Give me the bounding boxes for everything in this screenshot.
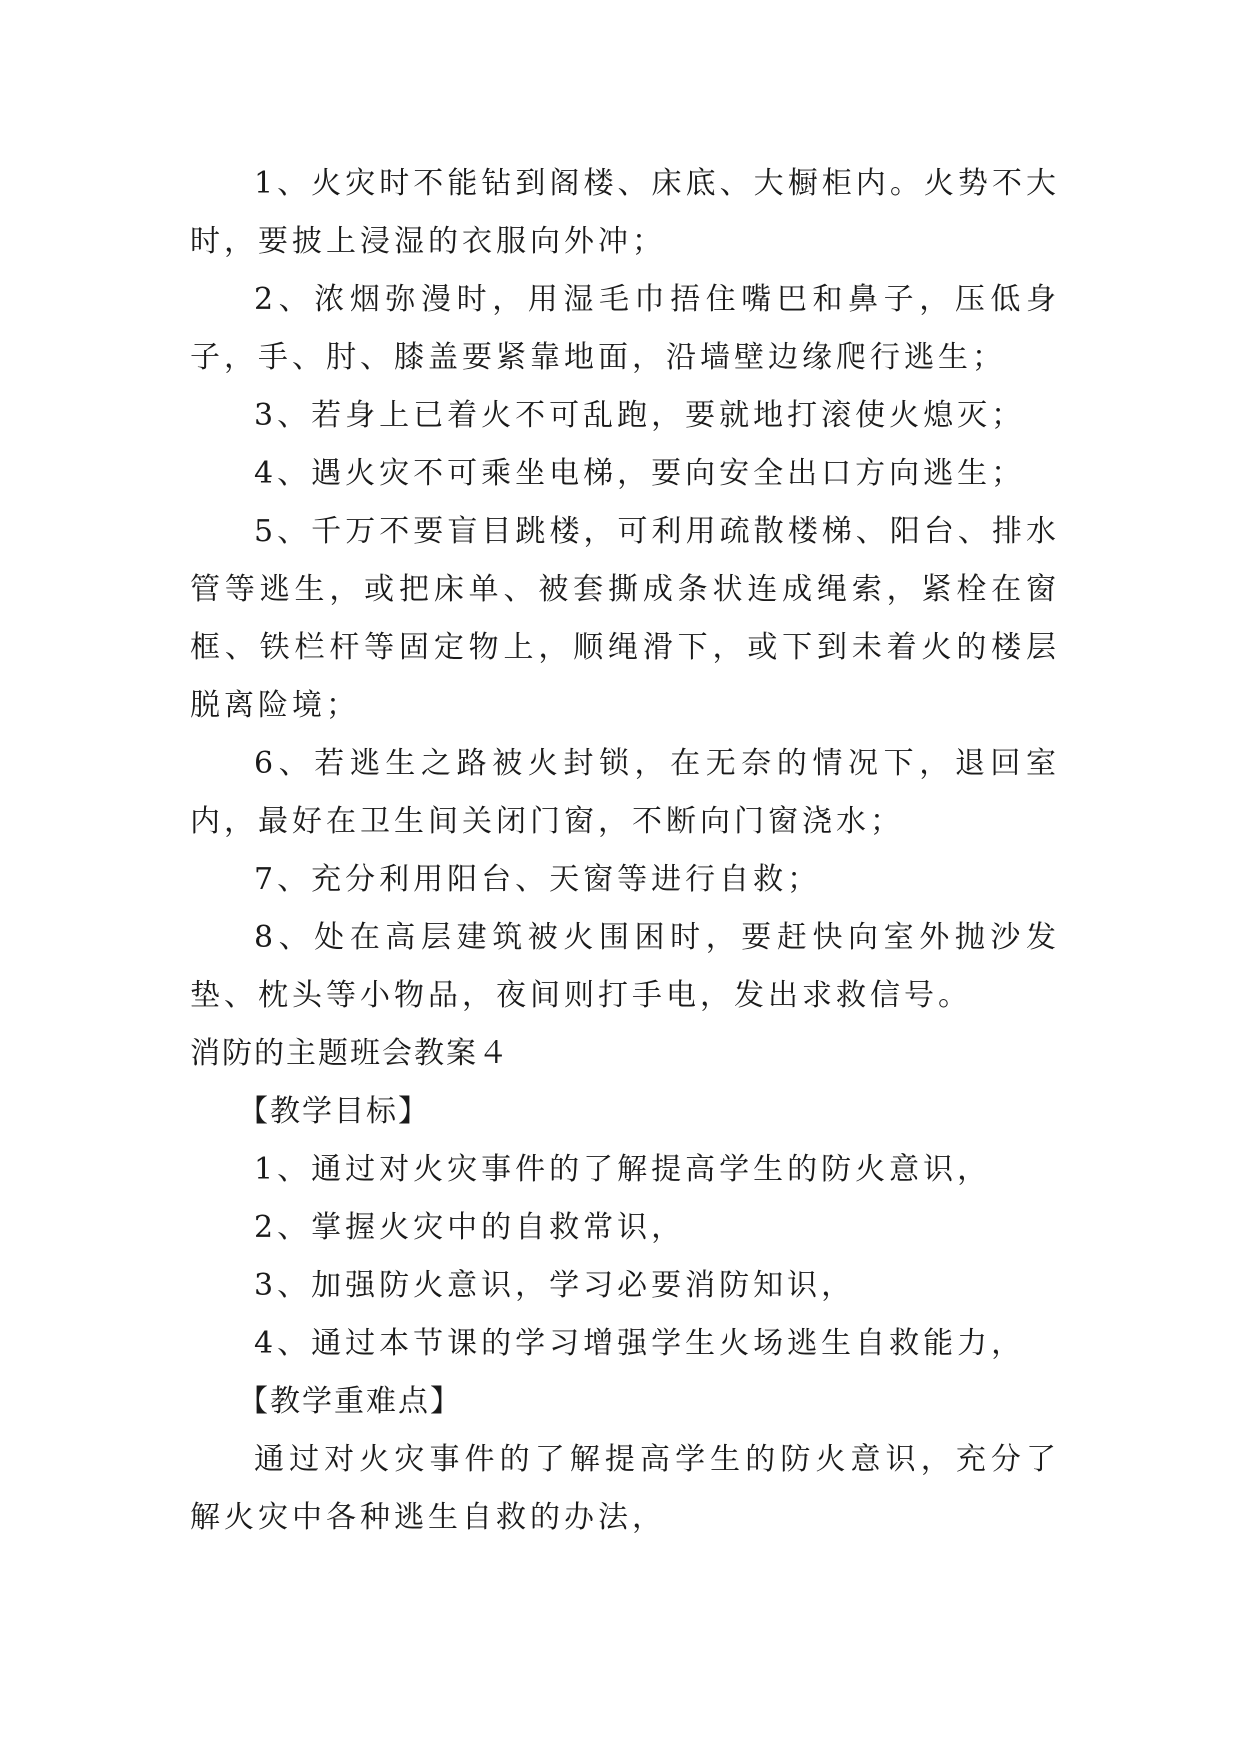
- objective-item-3: 3、加强防火意识，学习必要消防知识，: [254, 1268, 856, 1303]
- escape-item-3: 3、若身上已着火不可乱跑，要就地打滚使火熄灭；: [254, 398, 1026, 433]
- objective-item-2: 2、掌握火灾中的自救常识，: [254, 1210, 686, 1245]
- escape-item-4: 4、遇火灾不可乘坐电梯，要向安全出口方向逃生；: [254, 456, 1026, 491]
- key-points-heading: 【教学重难点】: [238, 1384, 462, 1419]
- objectives-heading: 【教学目标】: [238, 1094, 430, 1129]
- escape-item-1: 1、火灾时不能钻到阁楼、床底、大橱柜内。火势不大时，要披上浸湿的衣服向外冲；: [190, 166, 1060, 259]
- key-points-text: 通过对火灾事件的了解提高学生的防火意识，充分了解火灾中各种逃生自救的办法，: [190, 1442, 1060, 1535]
- section-title: 消防的主题班会教案４: [190, 1036, 510, 1071]
- document-body: [190, 155, 1060, 1547]
- escape-item-5: 5、千万不要盲目跳楼，可利用疏散楼梯、阳台、排水管等逃生，或把床单、被套撕成条状连成绳索，紧栓在窗框、铁栏杆等固定物上，顺绳滑下，或下到未着火的楼层脱离险境；: [190, 514, 1060, 723]
- escape-item-8: 8、处在高层建筑被火围困时，要赶快向室外抛沙发垫、枕头等小物品，夜间则打手电，发出求救信号。: [190, 920, 1060, 1013]
- objective-item-4: 4、通过本节课的学习增强学生火场逃生自救能力，: [254, 1326, 1026, 1361]
- escape-item-2: 2、浓烟弥漫时，用湿毛巾捂住嘴巴和鼻子，压低身子，手、肘、膝盖要紧靠地面，沿墙壁边缘爬行逃生；: [190, 282, 1060, 375]
- escape-item-7: 7、充分利用阳台、天窗等进行自救；: [254, 862, 822, 897]
- objective-item-1: 1、通过对火灾事件的了解提高学生的防火意识，: [254, 1152, 992, 1187]
- escape-item-6: 6、若逃生之路被火封锁，在无奈的情况下，退回室内，最好在卫生间关闭门窗，不断向门窗浇水；: [190, 746, 1060, 839]
